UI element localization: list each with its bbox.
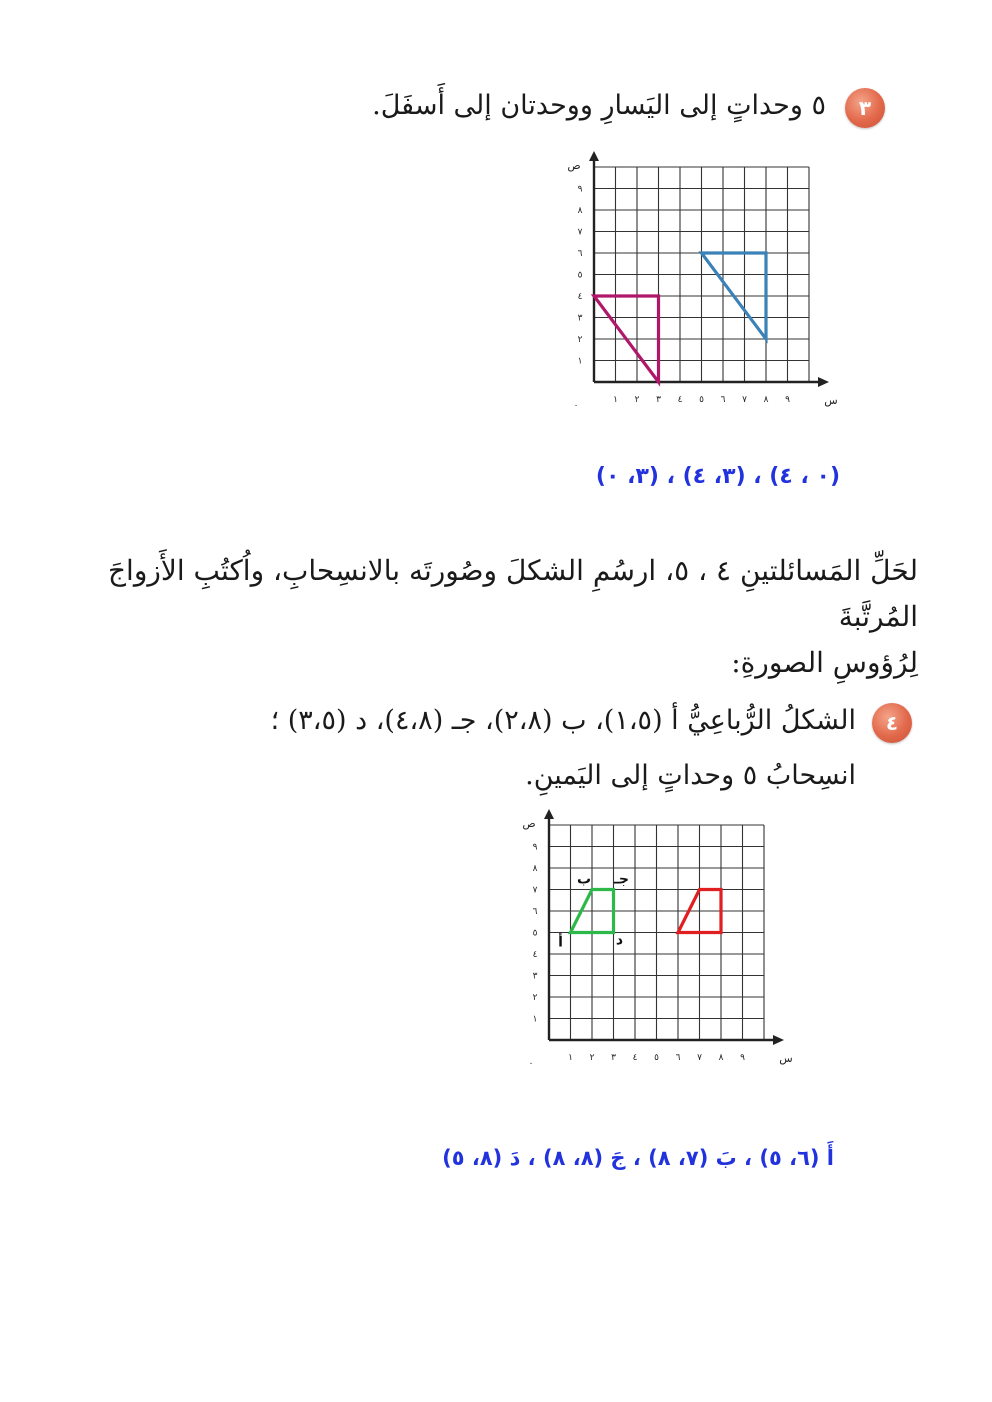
instructions-line-1: لحَلِّ المَسائلتينِ ٤ ، ٥، ارسُمِ الشكلَ وصُورتَه بالانسِحابِ، واُكتُبِ الأَزواجَ المُرتَّبةَ xyxy=(107,554,918,633)
p4-y-tick-label: ٢ xyxy=(532,993,538,1003)
p3-x-tick-label: ٥ xyxy=(699,395,704,405)
p3-x-tick-label: ٧ xyxy=(742,395,747,405)
p4-x-tick-label: ١ xyxy=(568,1053,573,1063)
p4-x-tick-label: ٦ xyxy=(675,1053,681,1063)
p3-origin-label: ٠ xyxy=(573,401,579,411)
p3-y-tick-label: ٤ xyxy=(577,292,583,302)
p4-x-tick-label: ٨ xyxy=(718,1053,724,1063)
p3-x-tick-label: ١ xyxy=(613,395,618,405)
problem-4-number: ٤ xyxy=(885,711,899,735)
p3-x-tick-label: ٣ xyxy=(656,395,661,405)
p3-y-tick-label: ١ xyxy=(577,356,583,367)
p4-y-tick-label: ٦ xyxy=(532,907,538,917)
p3-y-axis-label: ص xyxy=(567,159,581,172)
p3-x-tick-label: ٤ xyxy=(677,395,683,405)
p4-y-tick-label: ١ xyxy=(532,1014,538,1025)
p3-x-axis-label: س xyxy=(824,394,838,407)
p4-y-tick-label: ٤ xyxy=(532,950,538,960)
p4-y-tick-label: ٥ xyxy=(532,928,538,939)
p4-x-tick-label: ٣ xyxy=(611,1053,616,1063)
p3-y-tick-label: ٦ xyxy=(577,249,583,259)
problem-4-text-line-1: الشكلُ الرُّباعِيُّ أ (١،٥)، ب (٢،٨)، جـ (٤،٨)، د (٣،٥) ؛ xyxy=(270,705,856,736)
p3-y-tick-label: ٥ xyxy=(577,270,583,281)
problem-3-number: ٣ xyxy=(858,96,872,120)
problem-3-answer: (٠ ، ٤) ، (٣، ٤) ، (٣، ٠) xyxy=(595,464,840,489)
problem-4-answer: أَ (٦، ٥) ، بَ (٧، ٨) ، جَ (٨، ٨) ، دَ (٨، ٥) xyxy=(442,1146,834,1170)
p4-y-tick-label: ٣ xyxy=(532,971,538,982)
p4-x-tick-label: ٢ xyxy=(589,1053,595,1063)
p4-y-axis-arrow xyxy=(544,809,554,819)
problem-4-text-line-2: انسِحابُ ٥ وحداتٍ إلى اليَمينِ. xyxy=(525,760,856,791)
p4-y-axis-label: ص xyxy=(522,817,536,830)
p4-vertex-label: أ xyxy=(558,934,563,951)
p4-x-tick-label: ٧ xyxy=(697,1053,702,1063)
p4-y-tick-label: ٧ xyxy=(532,885,538,896)
p3-x-tick-label: ٦ xyxy=(720,395,726,405)
p4-origin-label: ٠ xyxy=(528,1059,534,1069)
instructions-line-2: لِرُؤوسِ الصورةِ: xyxy=(731,646,918,679)
p3-y-tick-label: ٨ xyxy=(577,206,583,216)
p3-y-tick-label: ٩ xyxy=(577,184,583,195)
problem-4-grid-chart xyxy=(515,817,793,1070)
p4-vertex-label: ب xyxy=(576,871,592,888)
instructions xyxy=(58,548,918,686)
p3-y-tick-label: ٣ xyxy=(577,313,583,324)
problem-3-text: ٥ وحداتٍ إلى اليَسارِ ووحدتان إلى أَسفَلَ. xyxy=(372,90,826,121)
p4-vertex-label: جـ xyxy=(614,871,629,888)
p3-x-tick-label: ٨ xyxy=(763,395,769,405)
p4-y-tick-label: ٨ xyxy=(532,864,538,874)
p3-x-tick-label: ٢ xyxy=(634,395,640,405)
p4-vertex-label: د xyxy=(615,932,624,949)
p4-x-tick-label: ٤ xyxy=(632,1053,638,1063)
p3-x-axis-arrow xyxy=(818,377,829,387)
p3-y-tick-label: ٧ xyxy=(577,227,583,238)
p3-x-tick-label: ٩ xyxy=(785,395,790,405)
problem-4-number-badge xyxy=(872,703,912,743)
p4-y-tick-label: ٩ xyxy=(532,842,538,853)
p3-y-axis-arrow xyxy=(589,151,599,161)
p4-x-axis-arrow xyxy=(773,1035,784,1045)
p4-x-tick-label: ٥ xyxy=(654,1053,659,1063)
problem-3-number-badge xyxy=(845,88,885,128)
p4-x-axis-label: س xyxy=(779,1052,793,1065)
problem-3-grid-chart xyxy=(560,159,838,412)
p4-x-tick-label: ٩ xyxy=(740,1053,745,1063)
p3-y-tick-label: ٢ xyxy=(577,335,583,345)
